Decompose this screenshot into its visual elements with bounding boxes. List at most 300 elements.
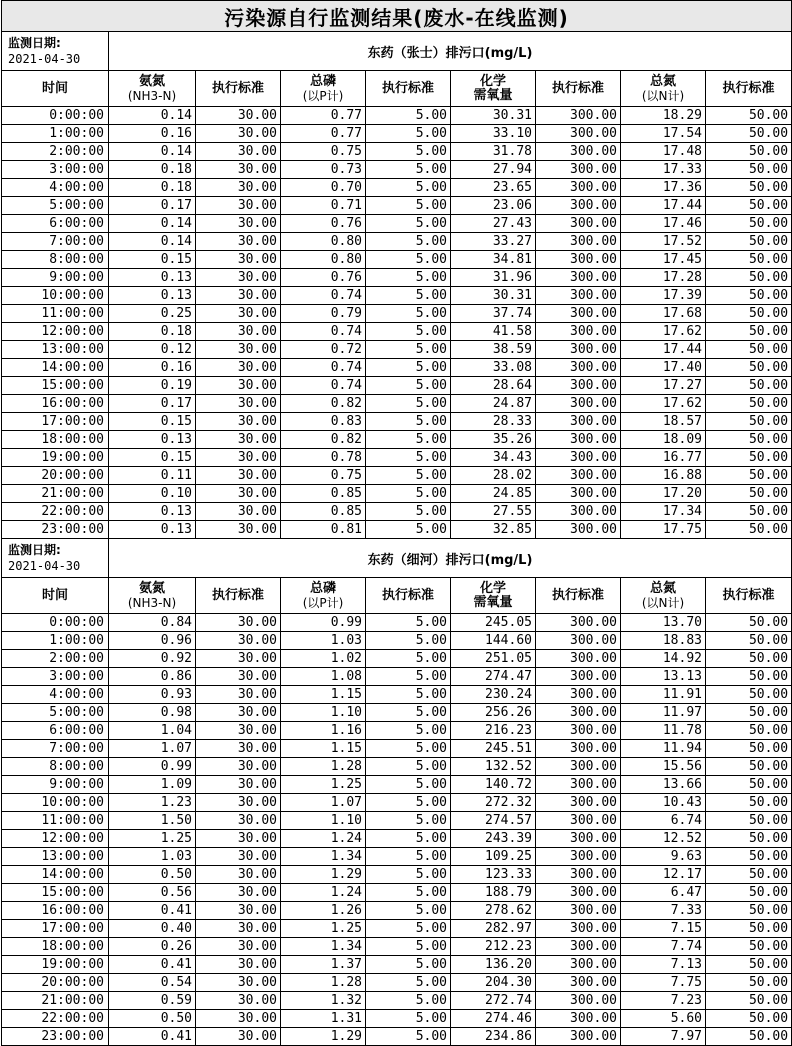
table-row	[2, 920, 792, 938]
cell-tn: 18.09	[621, 431, 706, 449]
cell-tp: 0.74	[281, 377, 366, 395]
header-std: 执行标准	[366, 71, 451, 107]
cell-nh3-std: 30.00	[196, 938, 281, 956]
cell-tn-std: 50.00	[706, 215, 792, 233]
cell-cod-std: 300.00	[536, 740, 621, 758]
cell-cod: 140.72	[451, 776, 536, 794]
cell-cod-std: 300.00	[536, 974, 621, 992]
table-row	[2, 359, 792, 377]
cell-time: 14:00:00	[2, 866, 109, 884]
header-cod	[451, 71, 536, 107]
cell-tp-std: 5.00	[366, 974, 451, 992]
cell-tn: 7.13	[621, 956, 706, 974]
cell-tp-std: 5.00	[366, 1010, 451, 1028]
header-tp	[281, 71, 366, 107]
table-row	[2, 485, 792, 503]
cell-cod: 243.39	[451, 830, 536, 848]
cell-tp-std: 5.00	[366, 269, 451, 287]
cell-tp-std: 5.00	[366, 179, 451, 197]
cell-time: 3:00:00	[2, 161, 109, 179]
cell-time: 11:00:00	[2, 812, 109, 830]
cell-tp: 0.77	[281, 125, 366, 143]
header-time: 时间	[2, 578, 109, 614]
cell-tp: 0.70	[281, 179, 366, 197]
cell-cod-std: 300.00	[536, 341, 621, 359]
cell-cod-std: 300.00	[536, 812, 621, 830]
cell-cod: 41.58	[451, 323, 536, 341]
cell-tn-std: 50.00	[706, 179, 792, 197]
cell-cod-std: 300.00	[536, 848, 621, 866]
cell-cod-std: 300.00	[536, 956, 621, 974]
cell-tp: 1.24	[281, 830, 366, 848]
cell-nh3: 1.04	[109, 722, 196, 740]
cell-time: 2:00:00	[2, 143, 109, 161]
header-std: 执行标准	[706, 71, 792, 107]
cell-cod-std: 300.00	[536, 650, 621, 668]
cell-nh3: 0.13	[109, 521, 196, 539]
header-time: 时间	[2, 71, 109, 107]
cell-tn: 17.54	[621, 125, 706, 143]
cell-tn-std: 50.00	[706, 413, 792, 431]
cell-cod: 24.85	[451, 485, 536, 503]
cell-nh3-std: 30.00	[196, 668, 281, 686]
cell-tp: 0.82	[281, 395, 366, 413]
cell-nh3: 1.07	[109, 740, 196, 758]
cell-tp: 0.85	[281, 485, 366, 503]
cell-tn: 5.60	[621, 1010, 706, 1028]
cell-nh3-std: 30.00	[196, 179, 281, 197]
header-cod	[451, 578, 536, 614]
cell-cod-std: 300.00	[536, 722, 621, 740]
cell-tn-std: 50.00	[706, 107, 792, 125]
header-tn-line1: 总氮	[649, 73, 676, 89]
cell-nh3: 0.41	[109, 1028, 196, 1046]
cell-tn-std: 50.00	[706, 233, 792, 251]
cell-tp-std: 5.00	[366, 503, 451, 521]
cell-tn: 17.68	[621, 305, 706, 323]
cell-tp-std: 5.00	[366, 341, 451, 359]
table-row	[2, 143, 792, 161]
cell-nh3: 0.16	[109, 125, 196, 143]
cell-tn: 17.44	[621, 197, 706, 215]
cell-time: 5:00:00	[2, 197, 109, 215]
cell-tp-std: 5.00	[366, 413, 451, 431]
cell-time: 1:00:00	[2, 125, 109, 143]
cell-tn-std: 50.00	[706, 485, 792, 503]
cell-nh3-std: 30.00	[196, 215, 281, 233]
cell-cod-std: 300.00	[536, 1028, 621, 1046]
cell-tp-std: 5.00	[366, 287, 451, 305]
cell-nh3: 0.13	[109, 431, 196, 449]
cell-time: 6:00:00	[2, 215, 109, 233]
cell-nh3: 0.84	[109, 614, 196, 632]
cell-tp-std: 5.00	[366, 485, 451, 503]
cell-nh3: 0.98	[109, 704, 196, 722]
cell-tp-std: 5.00	[366, 395, 451, 413]
cell-tn-std: 50.00	[706, 269, 792, 287]
header-nh3-line1: 氨氮	[138, 73, 165, 89]
cell-nh3-std: 30.00	[196, 830, 281, 848]
cell-tn: 17.39	[621, 287, 706, 305]
cell-tp-std: 5.00	[366, 956, 451, 974]
cell-nh3-std: 30.00	[196, 1028, 281, 1046]
table-row	[2, 377, 792, 395]
cell-tn-std: 50.00	[706, 722, 792, 740]
cell-nh3-std: 30.00	[196, 125, 281, 143]
cell-tp: 1.37	[281, 956, 366, 974]
cell-tn: 7.15	[621, 920, 706, 938]
cell-cod: 37.74	[451, 305, 536, 323]
cell-nh3-std: 30.00	[196, 650, 281, 668]
cell-tn-std: 50.00	[706, 143, 792, 161]
table-row	[2, 125, 792, 143]
cell-nh3-std: 30.00	[196, 521, 281, 539]
cell-cod: 31.78	[451, 143, 536, 161]
cell-cod: 34.43	[451, 449, 536, 467]
cell-tp: 1.34	[281, 848, 366, 866]
header-tp-line2: (以P计)	[302, 595, 344, 610]
cell-time: 9:00:00	[2, 776, 109, 794]
header-tn-line2: (以N计)	[641, 595, 685, 610]
cell-cod: 282.97	[451, 920, 536, 938]
cell-tp-std: 5.00	[366, 251, 451, 269]
cell-nh3-std: 30.00	[196, 920, 281, 938]
cell-tp-std: 5.00	[366, 233, 451, 251]
cell-nh3: 0.86	[109, 668, 196, 686]
cell-cod: 35.26	[451, 431, 536, 449]
cell-nh3: 0.14	[109, 215, 196, 233]
cell-tp-std: 5.00	[366, 215, 451, 233]
cell-time: 4:00:00	[2, 179, 109, 197]
cell-nh3-std: 30.00	[196, 848, 281, 866]
cell-time: 6:00:00	[2, 722, 109, 740]
cell-tn: 17.33	[621, 161, 706, 179]
cell-cod-std: 300.00	[536, 902, 621, 920]
cell-cod: 230.24	[451, 686, 536, 704]
table-row	[2, 758, 792, 776]
cell-tn-std: 50.00	[706, 449, 792, 467]
cell-time: 4:00:00	[2, 686, 109, 704]
cell-nh3-std: 30.00	[196, 992, 281, 1010]
cell-tn-std: 50.00	[706, 161, 792, 179]
report-title: 污染源自行监测结果(废水-在线监测)	[2, 1, 792, 32]
cell-tn: 14.92	[621, 650, 706, 668]
cell-tn: 17.75	[621, 521, 706, 539]
cell-tn-std: 50.00	[706, 1028, 792, 1046]
cell-nh3: 0.15	[109, 251, 196, 269]
cell-cod: 204.30	[451, 974, 536, 992]
cell-tp: 1.28	[281, 974, 366, 992]
cell-cod: 31.96	[451, 269, 536, 287]
cell-nh3: 0.99	[109, 758, 196, 776]
cell-tp-std: 5.00	[366, 107, 451, 125]
table-row	[2, 107, 792, 125]
cell-tn-std: 50.00	[706, 614, 792, 632]
table-row	[2, 197, 792, 215]
cell-tn-std: 50.00	[706, 1010, 792, 1028]
table-row	[2, 830, 792, 848]
cell-tn-std: 50.00	[706, 395, 792, 413]
cell-cod-std: 300.00	[536, 197, 621, 215]
cell-cod-std: 300.00	[536, 179, 621, 197]
cell-tp: 1.15	[281, 740, 366, 758]
cell-tp-std: 5.00	[366, 938, 451, 956]
cell-tn-std: 50.00	[706, 503, 792, 521]
cell-nh3: 1.23	[109, 794, 196, 812]
cell-nh3-std: 30.00	[196, 974, 281, 992]
cell-tn: 11.94	[621, 740, 706, 758]
cell-cod-std: 300.00	[536, 485, 621, 503]
cell-cod-std: 300.00	[536, 143, 621, 161]
cell-nh3: 1.03	[109, 848, 196, 866]
cell-tn-std: 50.00	[706, 125, 792, 143]
cell-tp: 1.25	[281, 776, 366, 794]
cell-nh3: 0.14	[109, 107, 196, 125]
cell-tp: 0.83	[281, 413, 366, 431]
cell-tn: 12.52	[621, 830, 706, 848]
cell-cod-std: 300.00	[536, 233, 621, 251]
cell-tn: 11.78	[621, 722, 706, 740]
cell-tp: 0.75	[281, 467, 366, 485]
cell-tn: 17.28	[621, 269, 706, 287]
cell-nh3-std: 30.00	[196, 485, 281, 503]
cell-cod: 144.60	[451, 632, 536, 650]
cell-time: 19:00:00	[2, 449, 109, 467]
table-row	[2, 902, 792, 920]
cell-tn: 6.47	[621, 884, 706, 902]
cell-cod: 28.33	[451, 413, 536, 431]
cell-nh3-std: 30.00	[196, 686, 281, 704]
cell-nh3: 0.10	[109, 485, 196, 503]
cell-nh3-std: 30.00	[196, 413, 281, 431]
cell-nh3-std: 30.00	[196, 632, 281, 650]
cell-tn: 13.70	[621, 614, 706, 632]
cell-cod-std: 300.00	[536, 449, 621, 467]
cell-cod: 30.31	[451, 107, 536, 125]
cell-nh3: 0.92	[109, 650, 196, 668]
cell-cod-std: 300.00	[536, 758, 621, 776]
table-row	[2, 521, 792, 539]
cell-cod: 216.23	[451, 722, 536, 740]
cell-cod: 136.20	[451, 956, 536, 974]
header-tp	[281, 578, 366, 614]
cell-tp-std: 5.00	[366, 449, 451, 467]
cell-time: 20:00:00	[2, 974, 109, 992]
header-cod-line2: 需氧量	[473, 594, 513, 610]
cell-tn-std: 50.00	[706, 287, 792, 305]
cell-nh3-std: 30.00	[196, 866, 281, 884]
cell-tp: 1.02	[281, 650, 366, 668]
date-label: 监测日期:	[8, 36, 61, 50]
cell-cod-std: 300.00	[536, 632, 621, 650]
cell-nh3: 0.12	[109, 341, 196, 359]
cell-nh3: 0.19	[109, 377, 196, 395]
cell-tp: 0.80	[281, 251, 366, 269]
cell-time: 16:00:00	[2, 902, 109, 920]
cell-tp-std: 5.00	[366, 884, 451, 902]
cell-tn: 17.62	[621, 395, 706, 413]
cell-cod-std: 300.00	[536, 215, 621, 233]
cell-nh3-std: 30.00	[196, 902, 281, 920]
cell-tp-std: 5.00	[366, 650, 451, 668]
cell-tp-std: 5.00	[366, 467, 451, 485]
cell-nh3-std: 30.00	[196, 794, 281, 812]
cell-time: 9:00:00	[2, 269, 109, 287]
cell-tn: 17.34	[621, 503, 706, 521]
cell-tp-std: 5.00	[366, 377, 451, 395]
cell-tp: 1.10	[281, 704, 366, 722]
cell-cod: 188.79	[451, 884, 536, 902]
table-row	[2, 323, 792, 341]
table-row	[2, 740, 792, 758]
cell-tn-std: 50.00	[706, 866, 792, 884]
cell-tp-std: 5.00	[366, 305, 451, 323]
cell-tp: 1.07	[281, 794, 366, 812]
cell-tn: 10.43	[621, 794, 706, 812]
cell-nh3-std: 30.00	[196, 722, 281, 740]
cell-time: 0:00:00	[2, 107, 109, 125]
cell-tn: 7.23	[621, 992, 706, 1010]
cell-nh3-std: 30.00	[196, 704, 281, 722]
cell-tn: 12.17	[621, 866, 706, 884]
cell-time: 2:00:00	[2, 650, 109, 668]
cell-nh3: 0.56	[109, 884, 196, 902]
cell-nh3-std: 30.00	[196, 467, 281, 485]
cell-cod-std: 300.00	[536, 305, 621, 323]
cell-time: 22:00:00	[2, 1010, 109, 1028]
cell-tp-std: 5.00	[366, 902, 451, 920]
cell-nh3: 0.96	[109, 632, 196, 650]
cell-tn-std: 50.00	[706, 197, 792, 215]
cell-cod-std: 300.00	[536, 866, 621, 884]
table-row	[2, 1028, 792, 1046]
cell-cod: 28.02	[451, 467, 536, 485]
cell-tn-std: 50.00	[706, 632, 792, 650]
cell-cod: 234.86	[451, 1028, 536, 1046]
cell-tn: 17.46	[621, 215, 706, 233]
header-nh3-line2: (NH3-N)	[127, 88, 177, 103]
cell-nh3: 0.14	[109, 233, 196, 251]
cell-tp-std: 5.00	[366, 614, 451, 632]
cell-cod: 33.10	[451, 125, 536, 143]
cell-tp-std: 5.00	[366, 143, 451, 161]
cell-tn-std: 50.00	[706, 305, 792, 323]
cell-cod-std: 300.00	[536, 377, 621, 395]
table-row	[2, 722, 792, 740]
cell-nh3-std: 30.00	[196, 884, 281, 902]
cell-tn-std: 50.00	[706, 521, 792, 539]
cell-nh3-std: 30.00	[196, 431, 281, 449]
cell-cod: 23.65	[451, 179, 536, 197]
table-row	[2, 956, 792, 974]
cell-time: 23:00:00	[2, 1028, 109, 1046]
cell-tp: 1.25	[281, 920, 366, 938]
cell-cod: 23.06	[451, 197, 536, 215]
cell-cod: 132.52	[451, 758, 536, 776]
table-row	[2, 467, 792, 485]
cell-tn: 7.97	[621, 1028, 706, 1046]
cell-time: 22:00:00	[2, 503, 109, 521]
header-tn-line2: (以N计)	[641, 88, 685, 103]
cell-tn-std: 50.00	[706, 431, 792, 449]
cell-tp-std: 5.00	[366, 812, 451, 830]
cell-cod-std: 300.00	[536, 614, 621, 632]
cell-time: 17:00:00	[2, 920, 109, 938]
cell-time: 5:00:00	[2, 704, 109, 722]
cell-cod-std: 300.00	[536, 431, 621, 449]
cell-tp: 1.16	[281, 722, 366, 740]
cell-tp-std: 5.00	[366, 686, 451, 704]
cell-tn: 16.88	[621, 467, 706, 485]
cell-nh3: 0.13	[109, 287, 196, 305]
cell-tp: 1.29	[281, 1028, 366, 1046]
header-tn-line1: 总氮	[649, 580, 676, 596]
cell-cod: 272.74	[451, 992, 536, 1010]
cell-tn: 17.62	[621, 323, 706, 341]
table-row	[2, 974, 792, 992]
cell-tn: 17.40	[621, 359, 706, 377]
cell-tp-std: 5.00	[366, 197, 451, 215]
cell-nh3-std: 30.00	[196, 107, 281, 125]
cell-cod: 27.43	[451, 215, 536, 233]
cell-nh3: 0.13	[109, 269, 196, 287]
table-row	[2, 848, 792, 866]
cell-time: 10:00:00	[2, 287, 109, 305]
cell-cod-std: 300.00	[536, 776, 621, 794]
cell-tn: 18.57	[621, 413, 706, 431]
cell-cod-std: 300.00	[536, 830, 621, 848]
cell-tp: 0.82	[281, 431, 366, 449]
cell-tp-std: 5.00	[366, 521, 451, 539]
cell-nh3: 0.50	[109, 1010, 196, 1028]
cell-tp-std: 5.00	[366, 758, 451, 776]
cell-tp-std: 5.00	[366, 668, 451, 686]
cell-cod-std: 300.00	[536, 467, 621, 485]
table-row	[2, 251, 792, 269]
cell-nh3-std: 30.00	[196, 341, 281, 359]
cell-time: 21:00:00	[2, 992, 109, 1010]
cell-cod: 33.27	[451, 233, 536, 251]
table-row	[2, 233, 792, 251]
cell-tp: 0.76	[281, 215, 366, 233]
cell-time: 21:00:00	[2, 485, 109, 503]
table-row	[2, 1010, 792, 1028]
cell-tp-std: 5.00	[366, 125, 451, 143]
cell-tn: 18.29	[621, 107, 706, 125]
cell-tn-std: 50.00	[706, 812, 792, 830]
cell-tn-std: 50.00	[706, 341, 792, 359]
cell-tp-std: 5.00	[366, 920, 451, 938]
cell-nh3: 1.09	[109, 776, 196, 794]
cell-nh3-std: 30.00	[196, 776, 281, 794]
cell-cod-std: 300.00	[536, 251, 621, 269]
table-row	[2, 395, 792, 413]
cell-cod: 251.05	[451, 650, 536, 668]
cell-cod: 278.62	[451, 902, 536, 920]
cell-tp: 1.28	[281, 758, 366, 776]
table-row	[2, 938, 792, 956]
cell-tp-std: 5.00	[366, 794, 451, 812]
cell-tn-std: 50.00	[706, 920, 792, 938]
cell-tn: 17.48	[621, 143, 706, 161]
cell-tp-std: 5.00	[366, 992, 451, 1010]
cell-cod-std: 300.00	[536, 323, 621, 341]
cell-tn-std: 50.00	[706, 956, 792, 974]
cell-tp-std: 5.00	[366, 722, 451, 740]
cell-tn-std: 50.00	[706, 323, 792, 341]
cell-tn: 7.74	[621, 938, 706, 956]
cell-tn: 17.20	[621, 485, 706, 503]
